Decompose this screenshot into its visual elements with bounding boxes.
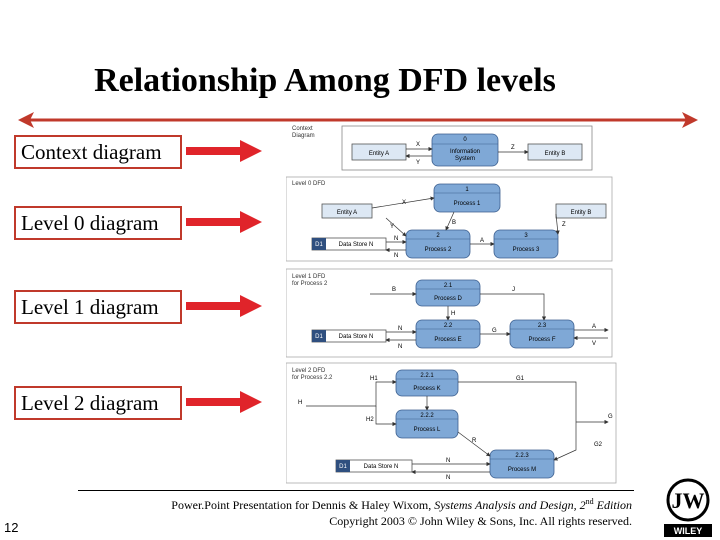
level2-p2-num: 2.2.2	[420, 413, 434, 419]
level0-flow-x: X	[402, 200, 407, 206]
level0-flow-b: B	[452, 220, 457, 226]
flow-x: X	[416, 142, 421, 148]
level1-flow-j: J	[512, 287, 515, 293]
level0-flow-z: Z	[562, 222, 566, 228]
level0-diagram	[286, 176, 616, 262]
level2-p3-num: 2.2.3	[515, 453, 529, 459]
footer-edition: Edition	[593, 498, 632, 512]
level1-flow-g: G	[492, 328, 497, 334]
level1-flow-n2: N	[398, 344, 403, 350]
level2-diagram	[286, 362, 620, 484]
context-entity-a: Entity A	[368, 151, 390, 157]
level2-p1-num: 2.2.1	[420, 373, 434, 379]
level2-flow-g: G	[608, 414, 613, 420]
context-heading-1: Context	[292, 126, 313, 132]
level1-p1-name: Process D	[434, 296, 462, 302]
wiley-logo	[660, 476, 716, 538]
footer-line-2: Copyright 2003 © John Wiley & Sons, Inc. All rights reserved.	[329, 514, 632, 528]
level0-heading: Level 0 DFD	[292, 181, 326, 187]
level2-flow-h1: H1	[370, 376, 378, 382]
page-number: 12	[4, 520, 19, 535]
level0-p3-num: 3	[524, 233, 528, 239]
level2-store-id: D1	[339, 464, 347, 470]
level0-flow-n1: N	[394, 236, 399, 242]
level1-heading-2: for Process 2	[292, 281, 328, 287]
level2-flow-n1: N	[446, 458, 451, 464]
slide-title: Relationship Among DFD levels	[94, 62, 556, 99]
footer-book-title: Systems Analysis and Design, 2	[434, 498, 586, 512]
level0-flow-a: A	[480, 238, 485, 244]
level1-heading-1: Level 1 DFD	[292, 274, 326, 280]
level2-flow-h2: H2	[366, 417, 374, 423]
level1-p3-name: Process F	[528, 337, 556, 343]
level2-arrow	[186, 391, 262, 413]
footer-citation	[130, 494, 632, 529]
level1-arrow	[186, 295, 262, 317]
context-process-name-2: System	[454, 156, 476, 162]
level2-flow-h: H	[298, 400, 303, 406]
level1-p2-num: 2.2	[443, 323, 453, 329]
footer-edition-sup: nd	[585, 497, 594, 506]
flow-z: Z	[511, 145, 515, 151]
level2-flow-g1: G1	[516, 376, 525, 382]
level2-store-name: Data Store N	[363, 464, 399, 470]
level1-p2-name: Process E	[434, 337, 462, 343]
svg-text:JW: JW	[671, 488, 705, 513]
level1-store-id: D1	[315, 334, 323, 340]
context-process-num: 0	[463, 137, 467, 143]
level2-heading-1: Level 2 DFD	[292, 368, 326, 374]
level0-diagram-label: Level 0 diagram	[14, 206, 182, 240]
level0-p1-num: 1	[465, 187, 469, 193]
context-heading-2: Diagram	[292, 133, 315, 139]
flow-y: Y	[416, 160, 421, 166]
level1-flow-n1: N	[398, 326, 403, 332]
level1-diagram-label: Level 1 diagram	[14, 290, 182, 324]
level0-flow-n2: N	[394, 253, 399, 259]
level1-p1-num: 2.1	[443, 283, 453, 289]
context-process-name-1: Information	[449, 149, 481, 155]
context-arrow	[186, 140, 262, 162]
svg-text:WILEY: WILEY	[673, 526, 703, 536]
level0-flow-y: Y	[390, 224, 395, 230]
level2-flow-r: R	[472, 438, 477, 444]
level2-p2-name: Process L	[413, 427, 441, 433]
level0-p2-num: 2	[436, 233, 440, 239]
level0-store-id: D1	[315, 242, 323, 248]
level0-entity-a: Entity A	[336, 210, 358, 216]
context-entity-b: Entity B	[544, 151, 566, 157]
footer-divider	[78, 490, 634, 491]
level0-entity-b: Entity B	[570, 210, 592, 216]
level2-p1-name: Process K	[413, 386, 441, 392]
level1-flow-v: V	[592, 341, 597, 347]
level1-store-name: Data Store N	[338, 334, 374, 340]
footer-line-1	[130, 494, 632, 513]
level1-diagram	[286, 268, 616, 358]
level0-arrow	[186, 211, 262, 233]
level0-p2-name: Process 2	[424, 247, 452, 253]
level0-p1-name: Process 1	[453, 201, 481, 207]
level1-flow-h: H	[451, 311, 456, 317]
level1-p3-num: 2.3	[537, 323, 547, 329]
level2-flow-g2: G2	[594, 442, 603, 448]
level2-diagram-label: Level 2 diagram	[14, 386, 182, 420]
level0-store-name: Data Store N	[338, 242, 374, 248]
level2-heading-2: for Process 2.2	[292, 375, 333, 381]
level0-p3-name: Process 3	[512, 247, 540, 253]
level2-p3-name: Process M	[507, 467, 537, 473]
level1-flow-a: A	[592, 324, 597, 330]
level1-flow-b: B	[392, 287, 397, 293]
level2-flow-n2: N	[446, 475, 451, 481]
context-diagram	[286, 124, 596, 172]
context-diagram-label: Context diagram	[14, 135, 182, 169]
footer-prefix: Power.Point Presentation for Dennis & Haley Wixom,	[171, 498, 435, 512]
